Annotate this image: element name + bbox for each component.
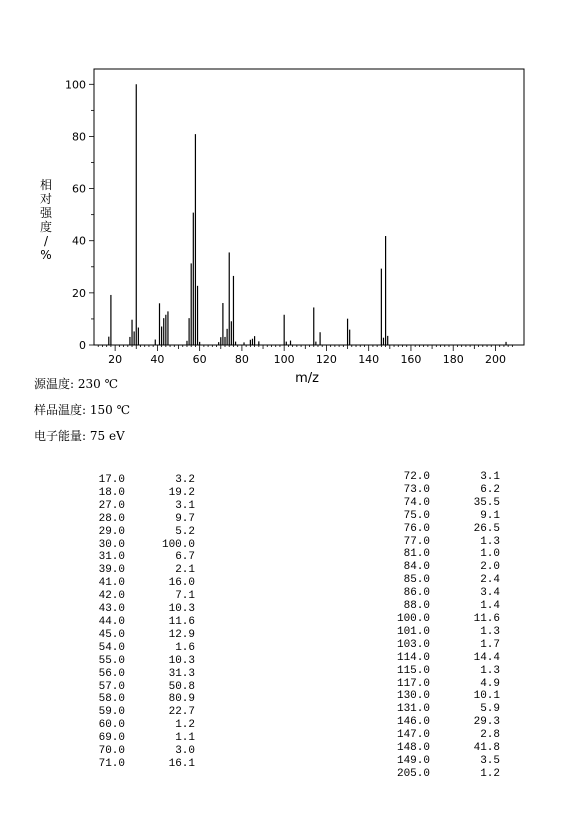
table-row <box>390 523 500 536</box>
intensity-value: 9.7 <box>175 512 195 525</box>
mz-value: 58.0 <box>98 693 125 706</box>
table-row <box>85 693 195 706</box>
mz-value: 74.0 <box>403 496 430 509</box>
table-row <box>85 590 195 603</box>
y-axis-label-char: 强 <box>39 206 52 220</box>
y-axis-label-char: / <box>43 234 49 248</box>
table-row <box>85 732 195 745</box>
intensity-value: 1.3 <box>480 625 500 638</box>
mz-value: 42.0 <box>98 590 125 603</box>
mz-value: 73.0 <box>403 483 430 496</box>
table-row <box>85 681 195 694</box>
y-axis-ticks <box>65 78 94 352</box>
y-axis-label-char: % <box>40 248 52 262</box>
intensity-value: 1.6 <box>175 641 195 654</box>
y-axis-label-char: 对 <box>39 192 52 206</box>
intensity-value: 26.5 <box>473 522 500 535</box>
x-tick-label: 80 <box>234 353 249 366</box>
mz-value: 29.0 <box>98 525 125 538</box>
table-row <box>390 742 500 755</box>
intensity-value: 1.2 <box>480 767 500 780</box>
table-row <box>390 497 500 510</box>
intensity-value: 2.8 <box>480 729 500 742</box>
mz-value: 81.0 <box>403 548 430 561</box>
mz-value: 69.0 <box>98 732 125 745</box>
intensity-value: 3.1 <box>480 471 500 483</box>
x-tick-label: 60 <box>192 353 207 366</box>
table-row <box>85 500 195 513</box>
intensity-value: 1.3 <box>480 535 500 548</box>
table-row <box>390 613 500 626</box>
mz-value: 41.0 <box>98 577 125 590</box>
intensity-value: 12.9 <box>168 628 195 641</box>
intensity-value: 31.3 <box>168 667 195 680</box>
mz-value: 147.0 <box>396 729 430 742</box>
table-row <box>390 561 500 574</box>
y-tick-label: 100 <box>65 78 86 92</box>
intensity-value: 1.2 <box>175 719 195 732</box>
mz-value: 55.0 <box>98 654 125 667</box>
intensity-value: 35.5 <box>473 496 500 509</box>
table-row <box>85 706 195 719</box>
x-tick-label: 40 <box>150 353 165 366</box>
plot-frame <box>94 69 524 345</box>
intensity-value: 100.0 <box>161 538 195 551</box>
mz-value: 39.0 <box>98 564 125 577</box>
mz-value: 18.0 <box>98 486 125 499</box>
mz-value: 100.0 <box>396 612 430 625</box>
x-tick-label: 160 <box>400 353 422 366</box>
intensity-value: 2.4 <box>480 574 500 587</box>
mass-spectrum-chart <box>0 0 570 400</box>
intensity-value: 50.8 <box>168 680 195 693</box>
y-tick-label: 40 <box>72 234 86 248</box>
table-row <box>390 574 500 587</box>
intensity-value: 11.6 <box>168 615 195 628</box>
table-row <box>85 668 195 681</box>
intensity-value: 16.0 <box>168 577 195 590</box>
y-axis-label-char: 相 <box>39 178 52 192</box>
intensity-value: 3.1 <box>175 499 195 512</box>
mz-value: 103.0 <box>396 638 430 651</box>
intensity-value: 11.6 <box>473 612 500 625</box>
intensity-value: 1.4 <box>480 600 500 613</box>
table-row <box>85 487 195 500</box>
table-row <box>390 665 500 678</box>
intensity-value: 19.2 <box>168 486 195 499</box>
table-row <box>390 626 500 639</box>
y-axis-label-char: 度 <box>39 220 52 234</box>
mz-value: 88.0 <box>403 600 430 613</box>
intensity-value: 10.1 <box>473 690 500 703</box>
table-row <box>390 716 500 729</box>
mz-value: 27.0 <box>98 499 125 512</box>
mz-value: 28.0 <box>98 512 125 525</box>
intensity-value: 3.2 <box>175 474 195 486</box>
table-row <box>85 758 195 771</box>
mz-value: 114.0 <box>396 651 430 664</box>
intensity-value: 7.1 <box>175 590 195 603</box>
table-row <box>390 510 500 523</box>
intensity-value: 22.7 <box>168 706 195 719</box>
intensity-value: 6.7 <box>175 551 195 564</box>
table-row <box>390 471 500 484</box>
x-tick-label: 140 <box>358 353 380 366</box>
mz-value: 75.0 <box>403 509 430 522</box>
intensity-value: 1.0 <box>480 548 500 561</box>
y-tick-label: 20 <box>72 286 86 300</box>
mz-value: 84.0 <box>403 561 430 574</box>
mz-value: 43.0 <box>98 603 125 616</box>
mz-value: 72.0 <box>403 471 430 483</box>
y-axis-label <box>38 178 54 262</box>
y-tick-label: 60 <box>72 182 86 196</box>
intensity-value: 10.3 <box>168 654 195 667</box>
mz-value: 77.0 <box>403 535 430 548</box>
table-row <box>85 564 195 577</box>
mz-value: 76.0 <box>403 522 430 535</box>
mz-value: 60.0 <box>98 719 125 732</box>
table-row <box>390 600 500 613</box>
table-row <box>390 639 500 652</box>
mz-value: 148.0 <box>396 742 430 755</box>
source-temperature: 源温度: 230 ℃ <box>34 377 119 391</box>
mz-value: 85.0 <box>403 574 430 587</box>
table-row <box>390 484 500 497</box>
x-tick-label: 20 <box>108 353 123 366</box>
mz-value: 31.0 <box>98 551 125 564</box>
electron-energy: 电子能量: 75 eV <box>34 429 125 443</box>
intensity-value: 6.2 <box>480 483 500 496</box>
x-tick-label: 200 <box>484 353 506 366</box>
table-row <box>390 768 500 781</box>
x-tick-label: 180 <box>442 353 464 366</box>
intensity-value: 16.1 <box>168 757 195 770</box>
table-row <box>85 642 195 655</box>
mz-value: 30.0 <box>98 538 125 551</box>
x-axis-label: m/z <box>295 371 319 386</box>
mz-value: 101.0 <box>396 625 430 638</box>
mz-value: 56.0 <box>98 667 125 680</box>
table-row <box>390 729 500 742</box>
x-tick-label: 100 <box>273 353 295 366</box>
intensity-value: 5.9 <box>480 703 500 716</box>
mz-value: 86.0 <box>403 587 430 600</box>
mz-value: 205.0 <box>396 767 430 780</box>
table-row <box>390 652 500 665</box>
intensity-value: 10.3 <box>168 603 195 616</box>
table-row <box>390 548 500 561</box>
intensity-value: 1.1 <box>175 732 195 745</box>
mz-value: 117.0 <box>396 677 430 690</box>
intensity-value: 41.8 <box>473 742 500 755</box>
mz-value: 45.0 <box>98 628 125 641</box>
table-row <box>390 703 500 716</box>
table-row <box>85 539 195 552</box>
mz-value: 146.0 <box>396 716 430 729</box>
table-row <box>390 690 500 703</box>
mz-value: 115.0 <box>396 664 430 677</box>
table-row <box>85 745 195 758</box>
intensity-value: 29.3 <box>473 716 500 729</box>
table-row <box>85 629 195 642</box>
peak-table-left <box>85 474 195 771</box>
mz-value: 59.0 <box>98 706 125 719</box>
x-axis-ticks <box>98 345 512 366</box>
intensity-value: 14.4 <box>473 651 500 664</box>
mz-value: 54.0 <box>98 641 125 654</box>
table-row <box>85 513 195 526</box>
table-row <box>390 587 500 600</box>
x-tick-label: 120 <box>315 353 337 366</box>
mz-value: 70.0 <box>98 745 125 758</box>
intensity-value: 1.7 <box>480 638 500 651</box>
table-row <box>85 603 195 616</box>
intensity-value: 9.1 <box>480 509 500 522</box>
table-row <box>85 655 195 668</box>
table-row <box>85 616 195 629</box>
mz-value: 149.0 <box>396 754 430 767</box>
intensity-value: 1.3 <box>480 664 500 677</box>
y-tick-label: 0 <box>79 339 86 352</box>
mz-value: 17.0 <box>98 474 125 486</box>
intensity-value: 2.1 <box>175 564 195 577</box>
table-row <box>390 536 500 549</box>
peak-table-right <box>390 471 500 781</box>
intensity-value: 4.9 <box>480 677 500 690</box>
y-tick-label: 80 <box>72 130 86 144</box>
table-row <box>85 474 195 487</box>
intensity-value: 5.2 <box>175 525 195 538</box>
intensity-value: 80.9 <box>168 693 195 706</box>
peak-group <box>109 84 506 345</box>
sample-temperature: 样品温度: 150 ℃ <box>34 403 131 417</box>
mz-value: 57.0 <box>98 680 125 693</box>
mz-value: 71.0 <box>98 757 125 770</box>
table-row <box>390 678 500 691</box>
table-row <box>85 577 195 590</box>
mz-value: 130.0 <box>396 690 430 703</box>
intensity-value: 3.4 <box>480 587 500 600</box>
table-row <box>390 755 500 768</box>
table-row <box>85 719 195 732</box>
intensity-value: 2.0 <box>480 561 500 574</box>
mz-value: 131.0 <box>396 703 430 716</box>
mz-value: 44.0 <box>98 615 125 628</box>
table-row <box>85 551 195 564</box>
intensity-value: 3.5 <box>480 754 500 767</box>
intensity-value: 3.0 <box>175 745 195 758</box>
table-row <box>85 526 195 539</box>
